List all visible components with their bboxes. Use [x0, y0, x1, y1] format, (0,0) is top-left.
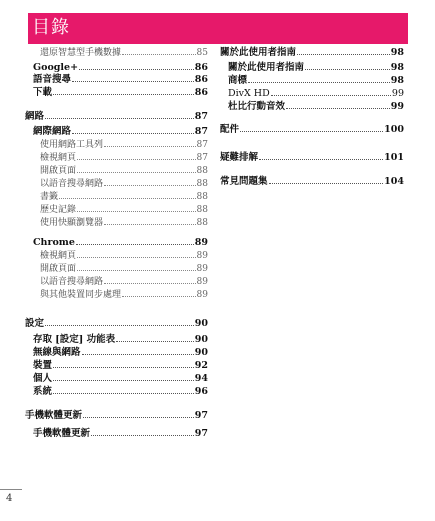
toc-entry-label: 系統 — [33, 386, 53, 397]
toc-entry-page: 89 — [196, 251, 208, 261]
toc-entry-label: 檢視網頁 — [40, 251, 77, 261]
toc-entry[interactable] — [220, 152, 404, 164]
toc-entry-label: 設定 — [25, 318, 45, 329]
toc-entry-label: 以語音搜尋網路 — [40, 277, 104, 287]
toc-entry[interactable] — [40, 191, 208, 203]
toc-entry-page: 90 — [194, 334, 208, 345]
toc-entry-label: 關於此使用者指南 — [228, 62, 305, 73]
dot-leader — [77, 159, 196, 160]
toc-entry-label: 網路 — [25, 111, 45, 122]
toc-entry-label: 檢視網頁 — [40, 153, 77, 163]
dot-leader — [116, 341, 194, 342]
toc-entry[interactable] — [40, 139, 208, 151]
toc-entry-label: 疑難排解 — [220, 152, 259, 163]
toc-entry-page: 90 — [194, 318, 208, 329]
dot-leader — [104, 185, 196, 186]
toc-entry[interactable] — [40, 263, 208, 275]
dot-leader — [240, 131, 383, 132]
toc-entry-page: 86 — [194, 87, 208, 98]
toc-entry-page: 89 — [196, 264, 208, 274]
dot-leader — [271, 95, 391, 96]
toc-entry-label: 與其他裝置同步處理 — [40, 290, 122, 300]
toc-entry[interactable] — [33, 74, 208, 86]
dot-leader — [76, 244, 194, 245]
toc-entry-label: 使用網路工具列 — [40, 140, 104, 150]
toc-entry-page: 89 — [194, 237, 208, 248]
dot-leader — [53, 393, 194, 394]
toc-entry[interactable] — [228, 75, 404, 87]
toc-entry[interactable] — [220, 176, 404, 188]
toc-entry-label: 存取 [設定] 功能表 — [33, 334, 116, 345]
toc-entry-label: 常見問題集 — [220, 176, 268, 187]
dot-leader — [77, 172, 196, 173]
toc-entry[interactable] — [40, 217, 208, 229]
toc-entry[interactable] — [40, 178, 208, 190]
toc-entry-page: 99 — [391, 88, 404, 99]
toc-entry[interactable] — [40, 276, 208, 288]
toc-entry[interactable] — [33, 373, 208, 385]
toc-entry[interactable] — [33, 360, 208, 372]
toc-entry[interactable] — [228, 88, 404, 100]
toc-entry-page: 96 — [194, 386, 208, 397]
dot-leader — [83, 417, 194, 418]
toc-entry-label: 開啟頁面 — [40, 264, 77, 274]
toc-entry-label: DivX HD — [228, 88, 270, 99]
toc-entry-label: 杜比行動音效 — [228, 101, 286, 112]
toc-entry-page: 86 — [194, 74, 208, 85]
dot-leader — [104, 283, 196, 284]
toc-entry[interactable] — [33, 386, 208, 398]
dot-leader — [53, 380, 194, 381]
toc-entry-page: 87 — [194, 111, 208, 122]
toc-entry-page: 88 — [196, 179, 208, 189]
toc-entry[interactable] — [33, 62, 208, 74]
toc-entry[interactable] — [220, 124, 404, 136]
toc-entry[interactable] — [33, 87, 208, 99]
toc-entry-label: 手機軟體更新 — [25, 410, 83, 421]
toc-entry[interactable] — [40, 250, 208, 262]
toc-entry[interactable] — [33, 347, 208, 359]
toc-entry-page: 92 — [194, 360, 208, 371]
dot-leader — [45, 325, 194, 326]
dot-leader — [248, 82, 390, 83]
toc-entry-label: 歷史記錄 — [40, 205, 77, 215]
toc-entry[interactable] — [25, 318, 208, 330]
toc-entry[interactable] — [25, 410, 208, 422]
dot-leader — [305, 69, 390, 70]
dot-leader — [259, 159, 383, 160]
toc-entry-label: 書籤 — [40, 192, 59, 202]
toc-entry-page: 98 — [390, 75, 404, 86]
toc-entry-label: 個人 — [33, 373, 53, 384]
dot-leader — [104, 224, 196, 225]
page-number: 4 — [6, 493, 13, 504]
toc-entry[interactable] — [40, 289, 208, 301]
toc-entry[interactable] — [220, 47, 404, 59]
toc-entry-page: 86 — [194, 62, 208, 73]
dot-leader — [53, 367, 194, 368]
toc-entry[interactable] — [40, 152, 208, 164]
toc-entry-page: 101 — [384, 152, 404, 163]
dot-leader — [286, 108, 390, 109]
dot-leader — [91, 435, 194, 436]
toc-entry[interactable] — [33, 237, 208, 249]
dot-leader — [72, 81, 194, 82]
toc-entry-label: 關於此使用者指南 — [220, 47, 297, 58]
dot-leader — [45, 118, 194, 119]
toc-entry-page: 88 — [196, 205, 208, 215]
toc-entry-page: 99 — [390, 101, 404, 112]
dot-leader — [104, 146, 196, 147]
dot-leader — [297, 54, 390, 55]
dot-leader — [82, 354, 194, 355]
dot-leader — [269, 183, 384, 184]
toc-entry[interactable] — [40, 165, 208, 177]
toc-entry-page: 88 — [196, 166, 208, 176]
toc-entry-page: 89 — [196, 277, 208, 287]
dot-leader — [77, 270, 196, 271]
toc-entry-page: 97 — [194, 428, 208, 439]
dot-leader — [77, 211, 196, 212]
toc-entry-page: 90 — [194, 347, 208, 358]
toc-entry-label: 以語音搜尋網路 — [40, 179, 104, 189]
toc-entry-page: 85 — [196, 48, 208, 58]
toc-entry-page: 98 — [390, 47, 404, 58]
toc-entry-page: 88 — [196, 218, 208, 228]
toc-entry-page: 88 — [196, 192, 208, 202]
footer-rule — [0, 489, 22, 490]
toc-entry[interactable] — [40, 47, 208, 59]
toc-entry[interactable] — [25, 111, 208, 123]
toc-entry-label: 還原智慧型手機數據 — [40, 48, 122, 58]
toc-entry-label: 開啟頁面 — [40, 166, 77, 176]
toc-entry[interactable] — [40, 204, 208, 216]
toc-entry[interactable] — [33, 428, 208, 440]
toc-entry-page: 97 — [194, 410, 208, 421]
toc-entry-page: 98 — [390, 62, 404, 73]
dot-leader — [122, 296, 196, 297]
toc-entry-label: 下載 — [33, 87, 53, 98]
dot-leader — [72, 133, 194, 134]
toc-entry-page: 94 — [194, 373, 208, 384]
toc-entry-page: 89 — [196, 290, 208, 300]
toc-entry-label: Chrome — [33, 237, 75, 248]
toc-entry[interactable] — [228, 62, 404, 74]
dot-leader — [79, 69, 194, 70]
toc-entry-label: 語音搜尋 — [33, 74, 72, 85]
toc-entry-label: 網際網路 — [33, 126, 72, 137]
toc-entry-label: 手機軟體更新 — [33, 428, 91, 439]
toc-entry-label: Google+ — [33, 62, 79, 73]
toc-entry-page: 104 — [384, 176, 404, 187]
toc-entry-label: 使用快顯瀏覽器 — [40, 218, 104, 228]
toc-entry-page: 87 — [194, 126, 208, 137]
dot-leader — [53, 94, 194, 95]
toc-entry[interactable] — [33, 126, 208, 138]
toc-entry[interactable] — [33, 334, 208, 346]
dot-leader — [59, 198, 196, 199]
dot-leader — [122, 54, 196, 55]
dot-leader — [77, 257, 196, 258]
toc-entry-page: 87 — [196, 140, 208, 150]
page-title: 目錄 — [32, 17, 70, 38]
toc-entry-label: 無線與網路 — [33, 347, 81, 358]
toc-entry-page: 100 — [384, 124, 404, 135]
toc-entry-label: 裝置 — [33, 360, 53, 371]
toc-entry-label: 配件 — [220, 124, 240, 135]
toc-entry[interactable] — [228, 101, 404, 113]
toc-entry-label: 商標 — [228, 75, 248, 86]
toc-entry-page: 87 — [196, 153, 208, 163]
